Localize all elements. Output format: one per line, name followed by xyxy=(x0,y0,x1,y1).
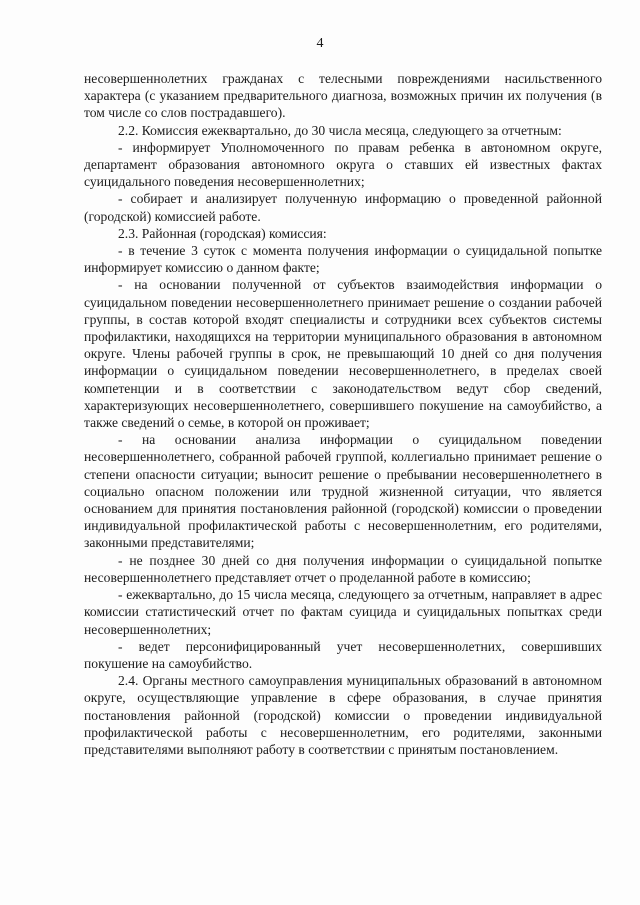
paragraph: - не позднее 30 дней со дня получения информации о суицидальной попытке несовершеннолетнего представляет отчет о проделанной работе в комиссию; xyxy=(84,552,602,585)
paragraph: - собирает и анализирует полученную информацию о проведенной районной (городской) комиссией работе. xyxy=(84,191,602,224)
document-body xyxy=(84,70,602,758)
paragraph: - на основании полученной от субъектов взаимодействия информации о суицидальном поведении несовершеннолетнего принимает решение о создании рабочей группы, в состав которой входят специалисты и сотрудники всех субъектов системы профилактики, находящихся на территории муниципального образования в автономном округе. Члены рабочей группы в срок, не превышающий 10 дней со дня получения информации о суицидальном поведении несовершеннолетнего, в пределах своей компетенции и в соответствии с законодательством ведут сбор сведений, характеризующих несовершеннолетнего, совершившего покушение на самоубийство, а также сведений о семье, в которой он проживает; xyxy=(84,277,602,431)
paragraph: несовершеннолетних гражданах с телесными повреждениями насильственного характера (с указанием предварительного диагноза, возможных причин их получения (в том числе со слов пострадавшего). xyxy=(84,71,602,121)
paragraph: - информирует Уполномоченного по правам ребенка в автономном округе, департамент образования автономного округа о ставших ей известных фактах суицидального поведения несовершеннолетних; xyxy=(84,139,602,190)
paragraph: - на основании анализа информации о суицидальном поведении несовершеннолетнего, собранной рабочей группой, коллегиально принимает решение о степени опасности ситуации; выносит решение о пребывании несовершеннолетнего в социально опасном положении или трудной жизненной ситуации, что является основанием для принятия постановления районной (городской) комиссии о проведении индивидуальной профилактической работы с несовершеннолетним, его родителями, законными представителями; xyxy=(84,432,602,551)
paragraph: - ведет персонифицированный учет несовершеннолетних, совершивших покушение на самоубийство. xyxy=(84,638,602,671)
page-number: 4 xyxy=(316,36,324,51)
paragraph: 2.4. Органы местного самоуправления муниципальных образований в автономном округе, осуществляющие управление в сфере образования, в случае принятия постановления районной (городской) комиссии о проведении индивидуальной профилактической работы с несовершеннолетним, его родителями, законными представителями выполняют работу в соответствии с принятым постановлением. xyxy=(84,673,602,757)
paragraph: - ежеквартально, до 15 числа месяца, следующего за отчетным, направляет в адрес комиссии статистический отчет по фактам суицида и суицидальных попытках среди несовершеннолетних; xyxy=(84,587,602,637)
paragraph: 2.3. Районная (городская) комиссия: xyxy=(118,225,327,241)
paragraph: 2.2. Комиссия ежеквартально, до 30 числа месяца, следующего за отчетным: xyxy=(118,122,562,138)
paragraph: - в течение 3 суток с момента получения информации о суицидальной попытке информирует комиссию о данном факте; xyxy=(84,243,602,276)
